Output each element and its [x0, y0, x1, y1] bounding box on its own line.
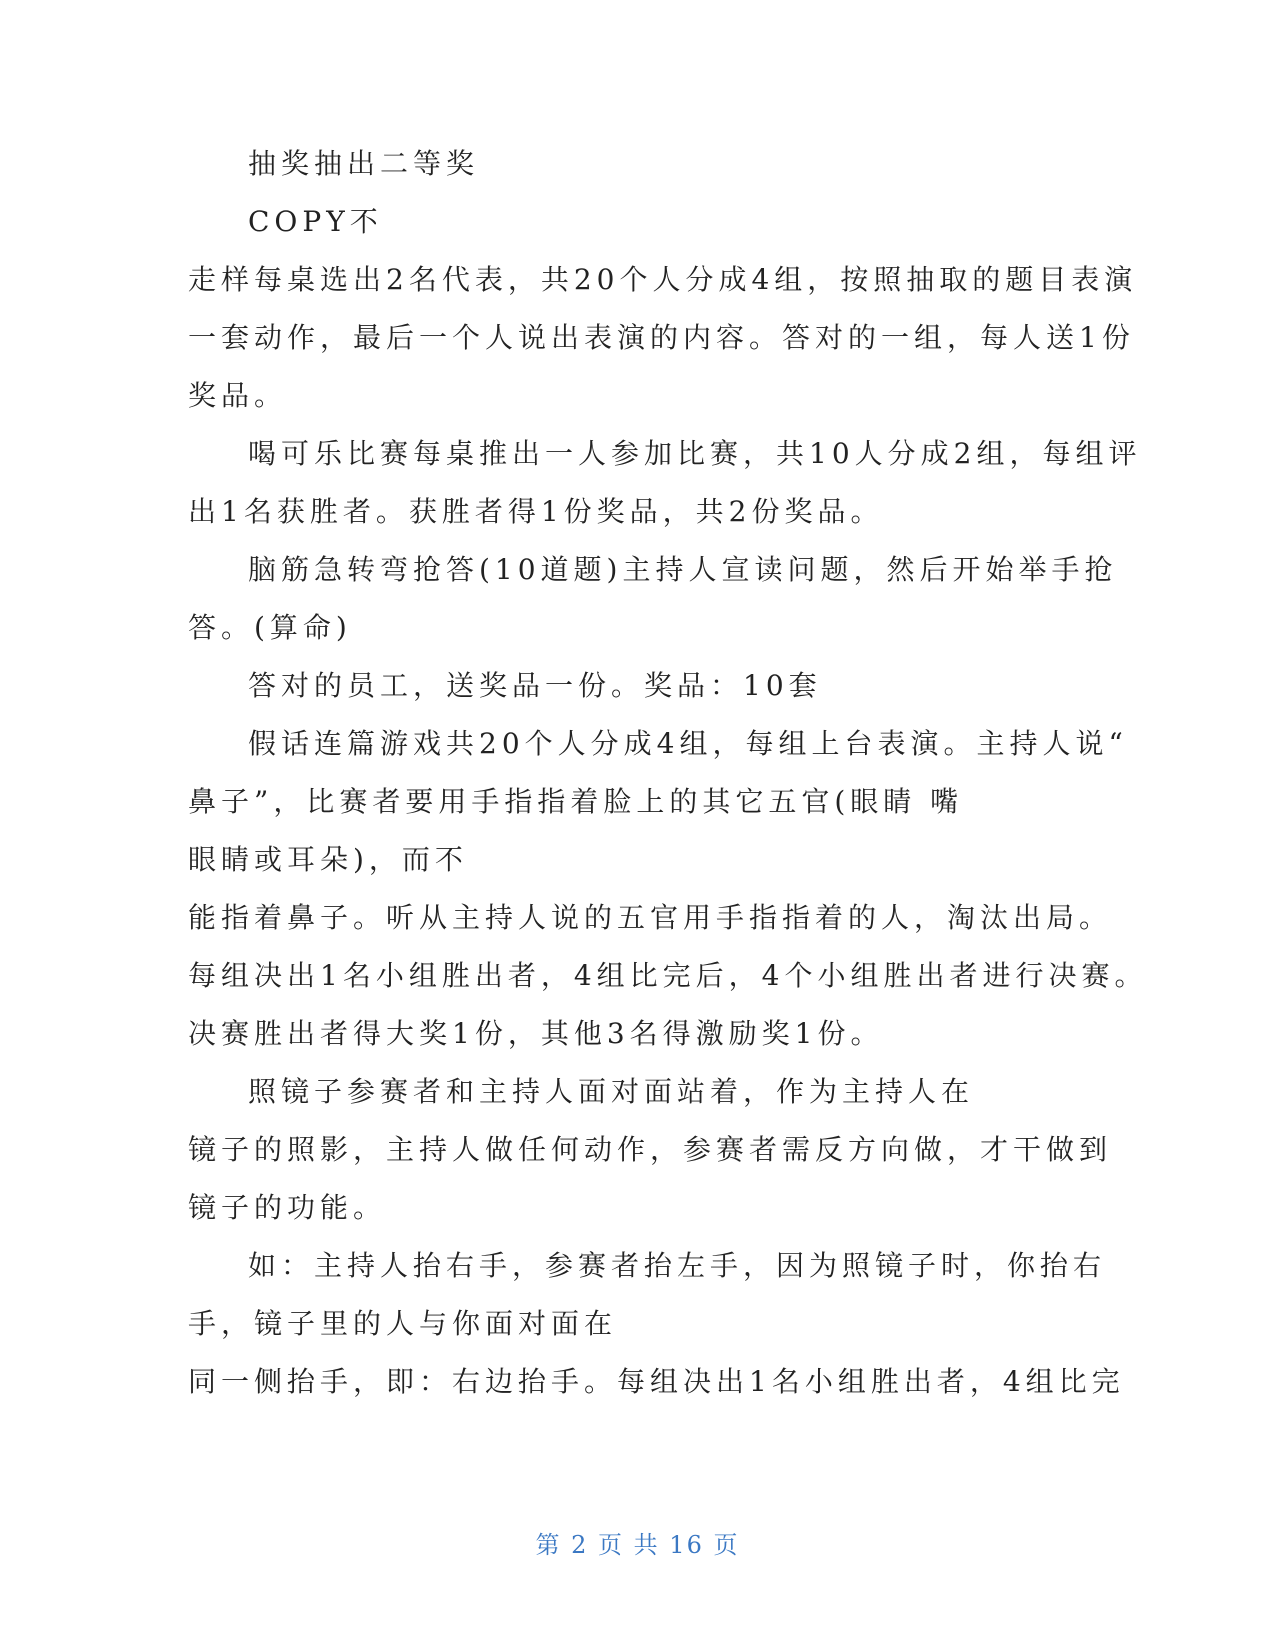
text-line-16: 决赛胜出者得大奖1份，其他3名得激励奖1份。 [188, 1017, 884, 1050]
page-number-footer: 第 2 页 共 16 页 [535, 1531, 740, 1559]
text-line-8: 脑筋急转弯抢答(10道题)主持人宣读问题，然后开始举手抢 [248, 553, 1118, 586]
text-line-9: 答。(算命) [188, 611, 352, 644]
text-line-2: COPY不 [248, 205, 383, 238]
text-line-7: 出1名获胜者。获胜者得1份奖品，共2份奖品。 [188, 495, 884, 528]
text-line-21: 手，镜子里的人与你面对面在 [188, 1307, 618, 1340]
text-line-10: 答对的员工，送奖品一份。奖品：10套 [248, 669, 822, 702]
text-line-22: 同一侧抬手，即：右边抬手。每组决出1名小组胜出者，4组比完 [188, 1365, 1125, 1398]
text-line-11: 假话连篇游戏共20个人分成4组，每组上台表演。主持人说“ [248, 727, 1128, 760]
text-line-4: 一套动作，最后一个人说出表演的内容。答对的一组，每人送1份 [188, 321, 1135, 354]
text-line-12: 鼻子”，比赛者要用手指指着脸上的其它五官(眼睛 嘴 [188, 785, 964, 818]
text-line-13: 眼睛或耳朵)，而不 [188, 843, 468, 876]
text-line-3: 走样每桌选出2名代表，共20个人分成4组，按照抽取的题目表演 [188, 263, 1138, 296]
text-line-5: 奖品。 [188, 379, 288, 412]
text-line-15: 每组决出1名小组胜出者，4组比完后，4个小组胜出者进行决赛。 [188, 959, 1148, 992]
text-line-18: 镜子的照影，主持人做任何动作，参赛者需反方向做，才干做到 [188, 1133, 1113, 1166]
text-line-1: 抽奖抽出二等奖 [248, 147, 480, 180]
text-line-17: 照镜子参赛者和主持人面对面站着，作为主持人在 [248, 1075, 975, 1108]
text-line-19: 镜子的功能。 [188, 1191, 387, 1224]
text-line-6: 喝可乐比赛每桌推出一人参加比赛，共10人分成2组，每组评 [248, 437, 1142, 470]
text-line-14: 能指着鼻子。听从主持人说的五官用手指指着的人，淘汰出局。 [188, 901, 1113, 934]
text-line-20: 如：主持人抬右手，参赛者抬左手，因为照镜子时，你抬右 [248, 1249, 1107, 1282]
